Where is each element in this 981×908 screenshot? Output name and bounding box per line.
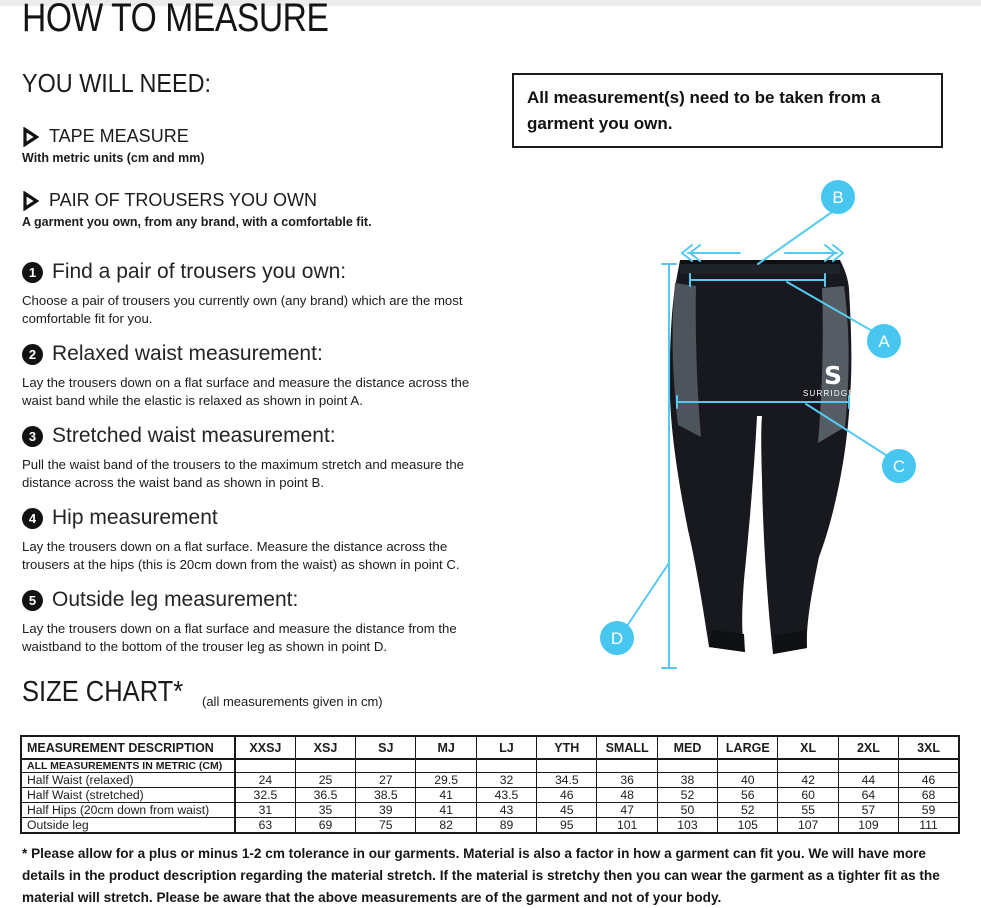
- measurement-value: 64: [838, 788, 898, 803]
- size-chart-table: [20, 735, 960, 834]
- measurement-value: 109: [838, 818, 898, 834]
- measurement-value: 50: [657, 803, 717, 818]
- measurement-value: 38.5: [356, 788, 416, 803]
- measurement-value: 75: [356, 818, 416, 834]
- measurement-note-box: All measurement(s) need to be taken from a garment you own.: [512, 73, 943, 148]
- size-chart-heading: SIZE CHART*: [22, 676, 184, 708]
- need-item-description: With metric units (cm and mm): [22, 151, 205, 165]
- measurement-value: 45: [537, 803, 597, 818]
- size-header-cell: SJ: [356, 736, 416, 759]
- measurement-value: 43.5: [476, 788, 536, 803]
- step-number-badge: 2: [22, 344, 43, 365]
- measurement-value: 105: [718, 818, 778, 834]
- leader-line-b: [758, 212, 832, 264]
- size-header-cell: LARGE: [718, 736, 778, 759]
- step-title: Find a pair of trousers you own:: [52, 260, 347, 283]
- measurement-value: 47: [597, 803, 657, 818]
- measurement-value: 55: [778, 803, 838, 818]
- size-header-cell: YTH: [537, 736, 597, 759]
- step-3: [22, 424, 484, 493]
- triangle-bullet-icon: [22, 127, 39, 147]
- measurement-value: 39: [356, 803, 416, 818]
- metric-note-cell: ALL MEASUREMENTS IN METRIC (CM): [21, 759, 235, 773]
- measurement-value: 29.5: [416, 773, 476, 788]
- step-title: Relaxed waist measurement:: [52, 342, 323, 365]
- step-description: Lay the trousers down on a flat surface and measure the distance from the waistband to the bottom of the trouser leg as shown in point D.: [22, 621, 457, 655]
- size-header-cell: 3XL: [899, 736, 959, 759]
- measurement-value: 103: [657, 818, 717, 834]
- measurement-value: 42: [778, 773, 838, 788]
- measurement-value: 43: [476, 803, 536, 818]
- size-header-cell: 2XL: [838, 736, 898, 759]
- step-title: Hip measurement: [52, 506, 218, 529]
- measurement-label: Half Hips (20cm down from waist): [21, 803, 235, 818]
- measurement-value: 41: [416, 803, 476, 818]
- measurement-value: 68: [899, 788, 959, 803]
- marker-c-label: C: [892, 457, 906, 476]
- measurement-row: [21, 773, 959, 788]
- measurement-lines: [625, 212, 889, 668]
- measurement-value: 52: [657, 788, 717, 803]
- measurement-value: 24: [235, 773, 295, 788]
- metric-note-row: [21, 759, 959, 773]
- you-will-need-heading: YOU WILL NEED:: [22, 68, 211, 98]
- need-item-description: A garment you own, from any brand, with a comfortable fit.: [22, 215, 372, 229]
- measurement-value: 27: [356, 773, 416, 788]
- measurement-value: 32: [476, 773, 536, 788]
- size-header-cell: MED: [657, 736, 717, 759]
- size-header-cell: XL: [778, 736, 838, 759]
- measurement-row: [21, 803, 959, 818]
- measurement-row: [21, 818, 959, 834]
- measurement-value: 46: [899, 773, 959, 788]
- measurement-value: 82: [416, 818, 476, 834]
- need-item-trousers: [22, 190, 317, 211]
- need-item-label: PAIR OF TROUSERS YOU OWN: [49, 190, 318, 210]
- tolerance-disclaimer: * Please allow for a plus or minus 1-2 cm tolerance in our garments. Material is also a factor in how a garment can fit you. We will have more details in the product description regarding the material stretch. If the material is stretchy then you can wear the garment as a tighter fit as the material will stretch. Please be aware that the above measurements are of the garment and not of your body.: [22, 846, 940, 905]
- step-5: [22, 588, 484, 657]
- step-description: Choose a pair of trousers you currently own (any brand) which are the most comfortable fit for you.: [22, 293, 463, 327]
- size-header-cell: LJ: [476, 736, 536, 759]
- need-item-label: TAPE MEASURE: [49, 126, 189, 146]
- measurement-row: [21, 788, 959, 803]
- measurement-value: 34.5: [537, 773, 597, 788]
- measurement-value: 95: [537, 818, 597, 834]
- size-chart-subheading: (all measurements given in cm): [202, 694, 383, 709]
- marker-a-label: A: [878, 332, 890, 351]
- measurement-value: 38: [657, 773, 717, 788]
- trousers-measurement-diagram: [598, 175, 978, 690]
- leader-line-d: [625, 563, 669, 629]
- measurement-label: Half Waist (relaxed): [21, 773, 235, 788]
- step-title: Outside leg measurement:: [52, 588, 299, 611]
- step-number-badge: 1: [22, 262, 43, 283]
- triangle-bullet-icon: [22, 191, 39, 211]
- measurement-value: 89: [476, 818, 536, 834]
- measurement-value: 63: [235, 818, 295, 834]
- measurement-value: 56: [718, 788, 778, 803]
- step-number-badge: 3: [22, 426, 43, 447]
- need-item-tape-measure: [22, 126, 189, 147]
- marker-circles: [600, 180, 916, 655]
- size-header-cell: SMALL: [597, 736, 657, 759]
- measurement-value: 69: [295, 818, 355, 834]
- step-number-badge: 5: [22, 590, 43, 611]
- measurement-label: Half Waist (stretched): [21, 788, 235, 803]
- measurement-value: 36.5: [295, 788, 355, 803]
- measurement-value: 44: [838, 773, 898, 788]
- measurement-value: 25: [295, 773, 355, 788]
- step-title: Stretched waist measurement:: [52, 424, 336, 447]
- stretch-arrow-left-icon: [682, 245, 740, 261]
- measurement-value: 111: [899, 818, 959, 834]
- page-title: HOW TO MEASURE: [22, 0, 329, 40]
- measurement-value: 52: [718, 803, 778, 818]
- measurement-value: 32.5: [235, 788, 295, 803]
- measurement-value: 48: [597, 788, 657, 803]
- measurement-value: 31: [235, 803, 295, 818]
- brand-initial: S: [824, 361, 843, 390]
- size-header-cell: XXSJ: [235, 736, 295, 759]
- measurement-value: 60: [778, 788, 838, 803]
- measurement-value: 57: [838, 803, 898, 818]
- size-header-cell: MJ: [416, 736, 476, 759]
- marker-b-label: B: [832, 188, 844, 207]
- size-table-header-row: [21, 736, 959, 759]
- step-number-badge: 4: [22, 508, 43, 529]
- step-description: Lay the trousers down on a flat surface. Measure the distance across the trousers at the hips (this is 20cm down from the waist) as shown in point C.: [22, 539, 460, 573]
- step-description: Pull the waist band of the trousers to the maximum stretch and measure the distance across the waist band as shown in point B.: [22, 457, 465, 491]
- step-1: [22, 260, 484, 329]
- step-description: Lay the trousers down on a flat surface and measure the distance across the waist band while the elastic is relaxed as shown in point A.: [22, 375, 470, 409]
- measurement-value: 36: [597, 773, 657, 788]
- measurement-value: 40: [718, 773, 778, 788]
- brand-name: SURRIDGE: [803, 389, 855, 398]
- marker-d-label: D: [610, 629, 624, 648]
- measurement-value: 59: [899, 803, 959, 818]
- measurement-value: 41: [416, 788, 476, 803]
- description-header-cell: MEASUREMENT DESCRIPTION: [21, 736, 235, 759]
- stretch-arrow-right-icon: [785, 245, 843, 261]
- size-header-cell: XSJ: [295, 736, 355, 759]
- measurement-value: 101: [597, 818, 657, 834]
- measurement-value: 46: [537, 788, 597, 803]
- measurement-value: 35: [295, 803, 355, 818]
- step-4: [22, 506, 484, 575]
- step-2: [22, 342, 484, 411]
- measurement-value: 107: [778, 818, 838, 834]
- measurement-label: Outside leg: [21, 818, 235, 834]
